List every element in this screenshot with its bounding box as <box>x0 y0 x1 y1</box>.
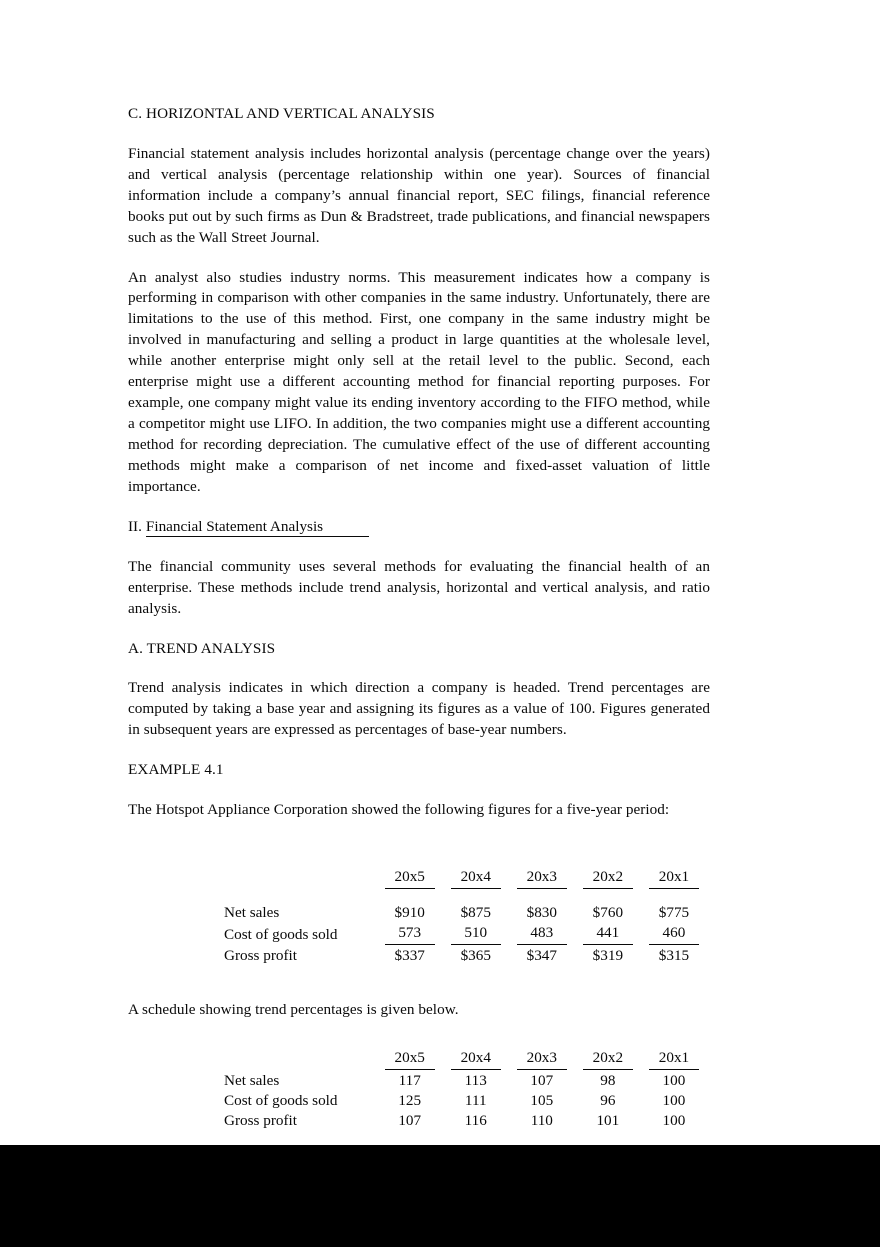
table-column-header <box>380 867 446 890</box>
heading-title-underlined: Financial Statement Analysis <box>146 518 369 537</box>
table-trend-percentages <box>224 1048 710 1131</box>
table-row-label: Cost of goods sold <box>224 1092 338 1110</box>
heading-numeral: II. <box>128 518 142 536</box>
heading-financial-statement-analysis <box>128 517 710 538</box>
table-cell-value: 98 <box>600 1072 616 1090</box>
column-header-label: 20x1 <box>649 1048 699 1070</box>
table-trend-body <box>224 1071 710 1131</box>
table-row-label: Gross profit <box>224 947 297 965</box>
paragraph-financial-statement-analysis: Financial statement analysis includes horizontal analysis (percentage change over the years) and vertical analysis (percentage relationship within one year). Sources of financial information include a company’s annual financial report, SEC filings, financial reference books put out by such firms as Dun & Bradstreet, trade publications, and financial newspapers such as the Wall Street Journal. <box>128 144 710 246</box>
table-cell-value: $347 <box>526 947 557 965</box>
table-header-corner <box>224 867 380 890</box>
column-header-label: 20x4 <box>451 1048 501 1070</box>
table-cell-value: 116 <box>464 1112 487 1130</box>
table-column-header <box>578 1048 644 1071</box>
paragraph-hotspot-intro: The Hotspot Appliance Corporation showed the following figures for a five-year period: <box>128 801 670 818</box>
table-dollars-wrapper <box>224 840 710 966</box>
table-cell-value: 117 <box>398 1072 421 1090</box>
table-cell-value: $875 <box>460 904 491 922</box>
column-header-label: 20x4 <box>451 867 501 889</box>
table-cell-value <box>446 923 512 946</box>
table-column-header <box>380 1048 446 1071</box>
table-cell-value: 113 <box>464 1072 487 1090</box>
section-heading-horizontal-vertical-analysis: C. HORIZONTAL AND VERTICAL ANALYSIS <box>128 105 435 122</box>
table-row <box>224 1111 710 1131</box>
table-row-label: Cost of goods sold <box>224 925 338 943</box>
paragraph-financial-community-methods: The financial community uses several methods for evaluating the financial health of an enterprise. These methods include trend analysis, horizontal and vertical analysis, and ratio analysis. <box>128 557 710 617</box>
table-row <box>224 903 710 923</box>
table-cell-value: 111 <box>464 1092 487 1110</box>
table-cell-value-ruled: 460 <box>649 923 699 945</box>
page-footer-black-band <box>0 1145 880 1247</box>
column-header-label: 20x2 <box>583 1048 633 1070</box>
table-cell-value <box>644 923 710 946</box>
table-cell-value-ruled: 441 <box>583 923 633 945</box>
table-cell-value: 100 <box>662 1072 686 1090</box>
table-cell-value: 101 <box>596 1112 620 1130</box>
table-column-header <box>644 1048 710 1071</box>
column-header-label: 20x3 <box>517 867 567 889</box>
table-trend-wrapper <box>224 1040 710 1131</box>
table-column-header <box>512 867 578 890</box>
table-cell-value: $315 <box>658 947 690 965</box>
table-row-label: Gross profit <box>224 1112 297 1130</box>
table-cell-value: $337 <box>394 947 425 965</box>
paragraph-industry-norms: An analyst also studies industry norms. This measurement indicates how a company is performing in comparison with other companies in the same industry. Unfortunately, there are limitations to the use of this method. First, one company in the same industry might be involved in manufacturing and selling a product in large quantities at the wholesale level, while another enterprise might only sell at the retail level to the public. Second, each enterprise might use a different accounting method for financial reporting purposes. For example, one company might value its ending inventory according to the FIFO method, while a competitor might use LIFO. In addition, the two companies might use a different accounting method for recording depreciation. The cumulative effect of the use of different accounting methods might make a comparison of net income and fixed-asset valuation of little importance. <box>128 268 710 496</box>
table-header-row <box>224 1048 710 1071</box>
table-row-label: Net sales <box>224 1072 280 1090</box>
table-gap-spacer <box>128 966 710 1000</box>
table-cell-value <box>512 923 578 946</box>
table-row <box>224 1071 710 1091</box>
column-header-label: 20x1 <box>649 867 699 889</box>
table-column-header <box>644 867 710 890</box>
table-cell-value: 125 <box>398 1092 422 1110</box>
table-spacer-row <box>224 890 710 903</box>
table-cell-value: $319 <box>592 947 624 965</box>
table-trend-header <box>224 1048 710 1071</box>
column-header-label: 20x3 <box>517 1048 567 1070</box>
table-cell-value-ruled: 573 <box>385 923 435 945</box>
column-header-label: 20x5 <box>385 1048 435 1070</box>
table-column-header <box>512 1048 578 1071</box>
table-cell-value: 107 <box>398 1112 422 1130</box>
table-cell-value <box>380 923 446 946</box>
column-header-label: 20x2 <box>583 867 633 889</box>
example-label: EXAMPLE 4.1 <box>128 761 224 779</box>
table-cell-value-ruled: 510 <box>451 923 501 945</box>
table-cell-value: 110 <box>530 1112 553 1130</box>
table-cell-value-ruled: 483 <box>517 923 567 945</box>
table-dollar-figures <box>224 867 710 966</box>
table-cell-value: 100 <box>662 1112 686 1130</box>
table-cell-value: $760 <box>592 904 624 922</box>
paragraph-trend-analysis-description: Trend analysis indicates in which direction a company is headed. Trend percentages are computed by taking a base year and assigning its figures as a value of 100. Figures generated in subsequent years are expressed as percentages of base-year numbers. <box>128 679 710 739</box>
table-row <box>224 1091 710 1111</box>
table-cell-value: $775 <box>658 904 690 922</box>
table-column-header <box>446 867 512 890</box>
table-dollars-header <box>224 867 710 890</box>
table-spacer-cell <box>224 890 710 903</box>
subsection-heading-trend-analysis: A. TREND ANALYSIS <box>128 639 276 657</box>
table-dollars-body <box>224 890 710 966</box>
table-cell-value: 96 <box>600 1092 616 1110</box>
table-header-corner <box>224 1048 380 1071</box>
table-cell-value: 107 <box>530 1072 554 1090</box>
table-header-row <box>224 867 710 890</box>
table-row <box>224 946 710 966</box>
table-cell-value: $365 <box>460 947 491 965</box>
table-cell-value <box>578 923 644 946</box>
table-row-label: Net sales <box>224 904 280 922</box>
table-column-header <box>446 1048 512 1071</box>
column-header-label: 20x5 <box>385 867 435 889</box>
document-body <box>128 104 710 1131</box>
table-cell-value: $910 <box>394 904 425 922</box>
table-cell-value: $830 <box>526 904 557 922</box>
table-row <box>224 923 710 946</box>
table-column-header <box>578 867 644 890</box>
table-cell-value: 105 <box>530 1092 554 1110</box>
table-cell-value: 100 <box>662 1092 686 1110</box>
paragraph-schedule-intro: A schedule showing trend percentages is given below. <box>128 1001 459 1019</box>
